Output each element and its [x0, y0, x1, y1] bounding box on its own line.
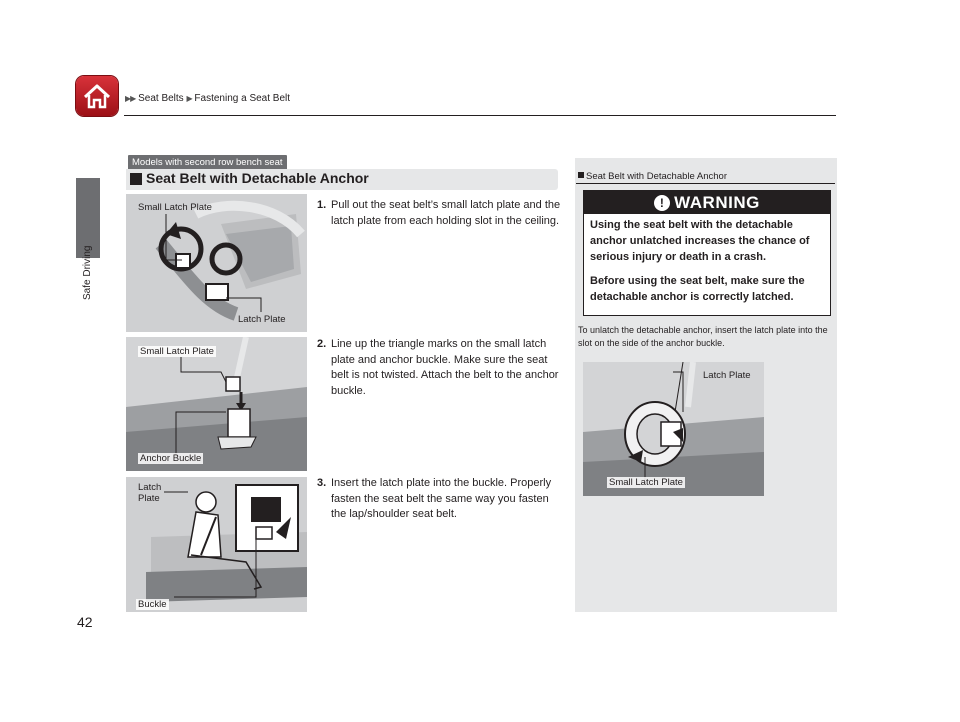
home-button[interactable] [76, 76, 118, 116]
instruction-step [317, 198, 562, 229]
figure-label: Latch [138, 482, 162, 493]
note-divider [576, 183, 835, 184]
figure-label: Latch Plate [703, 370, 751, 381]
illustration-anchor-buckle [126, 337, 307, 471]
note-text: To unlatch the detachable anchor, insert the latch plate into the slot on the side of the anchor buckle. [578, 325, 828, 348]
warning-icon: ! [654, 195, 670, 211]
step-number: 2. [317, 338, 327, 350]
section-heading [126, 169, 558, 190]
figure-label: Plate [138, 493, 160, 504]
instruction-step [317, 476, 562, 523]
step-number: 1. [317, 199, 327, 211]
step-text: Line up the triangle marks on the small latch plate and anchor buckle. Make sure the seat belt is not twisted. Attach the belt to the anchor buckle. [331, 338, 559, 397]
section-title: Seat Belt with Detachable Anchor [146, 170, 369, 186]
breadcrumb-arrow-icon: ▶ [186, 94, 192, 103]
step-text: Pull out the seat belt’s small latch plate and the latch plate from each holding slot in the ceiling. [331, 199, 561, 227]
figure-label: Small Latch Plate [138, 202, 212, 213]
breadcrumb-arrow-icon: ▶▶ [125, 94, 136, 103]
illustration-ceiling-latch [126, 194, 307, 332]
note-marker-icon [578, 172, 584, 178]
breadcrumb-item[interactable]: Fastening a Seat Belt [194, 93, 291, 104]
illustration-passenger-buckle [126, 477, 307, 612]
warning-header: ! WARNING [584, 191, 830, 214]
figure-label: Small Latch Plate [140, 346, 214, 357]
note-title: Seat Belt with Detachable Anchor [578, 171, 727, 182]
step-number: 3. [317, 477, 327, 489]
warning-text: Before using the seat belt, make sure the detachable anchor is correctly latched. [590, 275, 805, 303]
home-icon [76, 76, 118, 116]
header-divider [124, 115, 836, 116]
illustration-unlatch [583, 362, 764, 496]
breadcrumb [125, 93, 290, 104]
figure-label: Buckle [138, 599, 167, 610]
step-text: Insert the latch plate into the buckle. Properly fasten the seat belt the same way you fasten the lap/shoulder seat belt. [331, 477, 552, 520]
warning-text: Using the seat belt with the detachable anchor unlatched increases the chance of serious injury or death in a crash. [590, 219, 810, 263]
figure-label: Small Latch Plate [609, 477, 683, 488]
breadcrumb-item[interactable]: Seat Belts [138, 93, 184, 104]
page-number: 42 [77, 614, 93, 630]
figure-label: Anchor Buckle [140, 453, 202, 464]
figure-label: Latch Plate [238, 314, 286, 325]
instruction-step [317, 337, 562, 399]
heading-square-icon [130, 173, 142, 185]
model-tag: Models with second row bench seat [128, 155, 287, 170]
side-tab-label[interactable]: Safe Driving [82, 245, 93, 300]
